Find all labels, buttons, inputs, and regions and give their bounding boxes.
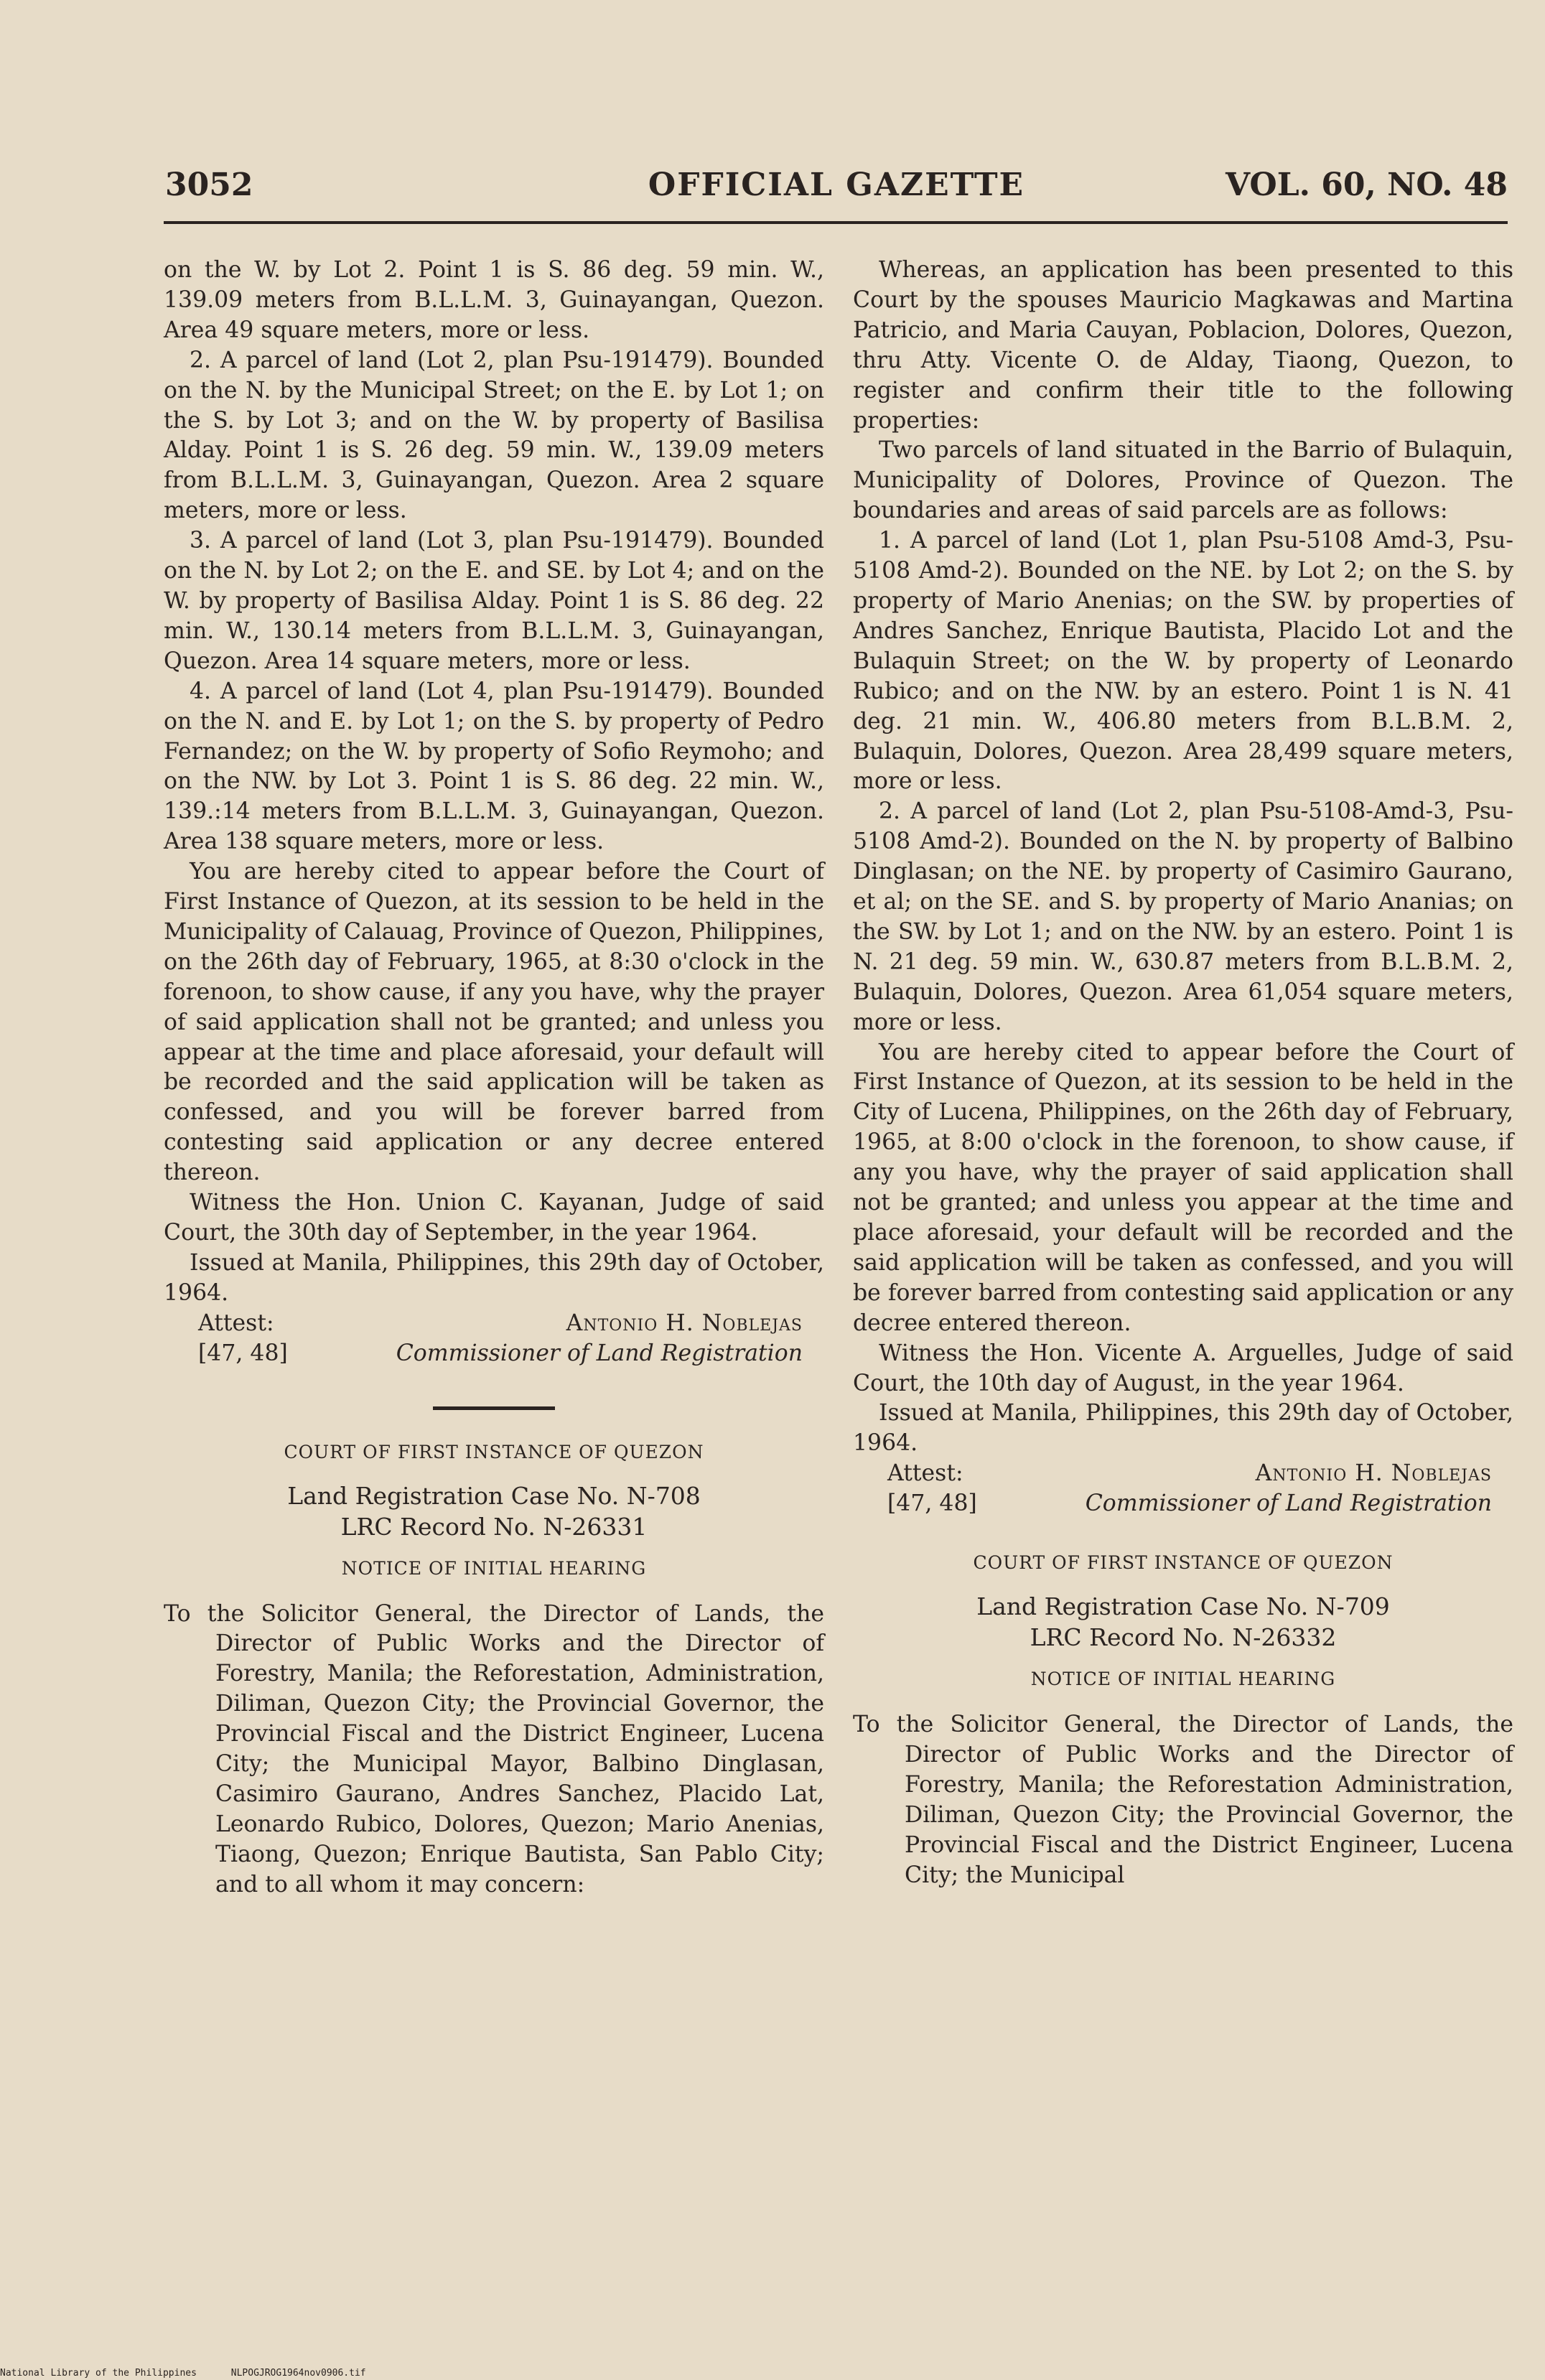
case-block	[853, 1591, 1513, 1653]
publication-title: OFFICIAL GAZETTE	[648, 167, 1025, 203]
issue-reference: [47, 48]	[887, 1490, 977, 1517]
addressees-paragraph: To the Solicitor General, the Director of Lands, the Director of Public Works and the Director of Forestry, Manila; the Reforestation, Administration, Diliman, Quezon City; the Provincial Governor, the Provincial Fiscal and the District Engineer, Lucena City; the Municipal Mayor, Balbino Dinglasan, Casimiro Gaurano, Andres Sanchez, Placido Lat, Leonardo Rubico, Dolores, Quezon; Mario Anenias, Tiaong, Quezon; Enrique Bautista, San Pablo City; and to all whom it may concern:	[164, 1600, 824, 1898]
record-number: LRC Record No. N-26332	[1030, 1623, 1337, 1652]
intro-paragraph: Two parcels of land situated in the Barrio of Bulaquin, Municipality of Dolores, Province of Quezon. The boundaries and areas of said parcels are as follows:	[853, 437, 1513, 524]
parcel-2-paragraph: 2. A parcel of land (Lot 2, plan Psu-191479). Bounded on the N. by the Municipal Street; on the E. by Lot 1; on the S. by Lot 3; and on the W. by property of Basilisa Alday. Point 1 is S. 26 deg. 59 min. W., 139.09 meters from B.L.L.M. 3, Guinayangan, Quezon. Area 2 square meters, more or less.	[164, 347, 824, 524]
attest-label: Attest:	[198, 1310, 274, 1336]
issued-paragraph: Issued at Manila, Philippines, this 29th day of October, 1964.	[164, 1249, 824, 1306]
parcel-4-paragraph: 4. A parcel of land (Lot 4, plan Psu-191479). Bounded on the N. and E. by Lot 1; on the S. by property of Pedro Fernandez; on the W. by property of Sofio Reymoho; and on the NW. by Lot 3. Point 1 is S. 86 deg. 22 min. W., 139.:14 meters from B.L.L.M. 3, Guinayangan, Quezon. Area 138 square meters, more or less.	[164, 678, 824, 855]
witness-paragraph: Witness the Hon. Union C. Kayanan, Judge of said Court, the 30th day of September, in the year 1964.	[164, 1190, 824, 1246]
case-block	[164, 1480, 824, 1542]
scan-filename: NLPOGJROG1964nov0906.tif	[230, 2368, 366, 2379]
issue-reference: [47, 48]	[198, 1340, 288, 1366]
signatory-name: Antonio H. Noblejas	[566, 1310, 803, 1336]
case-number: Land Registration Case No. N-709	[976, 1592, 1390, 1621]
left-column	[164, 256, 824, 1900]
section-divider	[433, 1406, 555, 1410]
signatory-title: Commissioner of Land Registration	[396, 1340, 803, 1366]
header-rule	[164, 221, 1508, 224]
signatory-name: Antonio H. Noblejas	[1255, 1460, 1492, 1487]
library-credit: National Library of the Philippines	[0, 2368, 197, 2379]
parcel-3-paragraph: 3. A parcel of land (Lot 3, plan Psu-191479). Bounded on the N. by Lot 2; on the E. and SE. by Lot 4; and on the W. by property of Basilisa Alday. Point 1 is S. 86 deg. 22 min. W., 130.14 meters from B.L.L.M. 3, Guinayangan, Quezon. Area 14 square meters, more or less.	[164, 528, 824, 674]
volume-number: VOL. 60, NO. 48	[1226, 167, 1508, 203]
attest-label: Attest:	[887, 1460, 963, 1487]
citation-paragraph: You are hereby cited to appear before the Court of First Instance of Quezon, at its session to be held in the City of Lucena, Philippines, on the 26th day of February, 1965, at 8:00 o'clock in the forenoon, to show cause, if any you have, why the prayer of said application shall not be granted; and unless you appear at the time and place aforesaid, your default will be recorded and the said application will be taken as confessed, and you will be forever barred from contesting said application or any decree entered thereon.	[853, 1039, 1513, 1336]
court-heading: COURT OF FIRST INSTANCE OF QUEZON	[973, 1552, 1394, 1574]
continued-paragraph: on the W. by Lot 2. Point 1 is S. 86 deg. 59 min. W., 139.09 meters from B.L.L.M. 3, Guinayangan, Quezon. Area 49 square meters, more or less.	[164, 257, 824, 343]
record-number: LRC Record No. N-26331	[340, 1512, 648, 1541]
citation-paragraph: You are hereby cited to appear before the Court of First Instance of Quezon, at its session to be held in the Municipality of Calauag, Province of Quezon, Philippines, on the 26th day of February, 1965, at 8:30 o'clock in the forenoon, to show cause, if any you have, why the prayer of said application shall not be granted; and unless you appear at the time and place aforesaid, your default will be recorded and the said application will be taken as confessed, and you will be forever barred from contesting said application or any decree entered thereon.	[164, 859, 824, 1186]
right-column	[853, 256, 1513, 1891]
parcel-2-paragraph: 2. A parcel of land (Lot 2, plan Psu-5108-Amd-3, Psu-5108 Amd-2). Bounded on the N. by property of Balbino Dinglasan; on the NE. by property of Casimiro Gaurano, et al; on the SE. and S. by property of Mario Ananias; on the SW. by Lot 1; and on the NW. by an estero. Point 1 is N. 21 deg. 59 min. W., 630.87 meters from B.L.B.M. 2, Bulaquin, Dolores, Quezon. Area 61,054 square meters, more or less.	[853, 798, 1513, 1035]
scan-footer	[0, 2368, 395, 2379]
issued-paragraph: Issued at Manila, Philippines, this 29th day of October, 1964.	[853, 1400, 1513, 1457]
addressees-paragraph: To the Solicitor General, the Director of Lands, the Director of Public Works and the Director of Forestry, Manila; the Reforestation Administration, Diliman, Quezon City; the Provincial Governor, the Provincial Fiscal and the District Engineer, Lucena City; the Municipal	[853, 1712, 1513, 1888]
signature-block	[853, 1459, 1513, 1519]
whereas-paragraph: Whereas, an application has been presented to this Court by the spouses Mauricio Magkawas and Martina Patricio, and Maria Cauyan, Poblacion, Dolores, Quezon, thru Atty. Vicente O. de Alday, Tiaong, Quezon, to register and confirm their title to the following properties:	[853, 257, 1513, 434]
page-number: 3052	[165, 167, 253, 203]
signatory-title: Commissioner of Land Registration	[1085, 1490, 1492, 1517]
case-number: Land Registration Case No. N-708	[287, 1481, 701, 1510]
page-header	[165, 167, 1508, 210]
parcel-1-paragraph: 1. A parcel of land (Lot 1, plan Psu-5108 Amd-3, Psu-5108 Amd-2). Bounded on the NE. by Lot 2; on the S. by property of Mario Anenias; on the SW. by properties of Andres Sanchez, Enrique Bautista, Placido Lot and the Bulaquin Street; on the W. by property of Leonardo Rubico; and on the NW. by an estero. Point 1 is N. 41 deg. 21 min. W., 406.80 meters from B.L.B.M. 2, Bulaquin, Dolores, Quezon. Area 28,499 square meters, more or less.	[853, 528, 1513, 795]
witness-paragraph: Witness the Hon. Vicente A. Arguelles, Judge of said Court, the 10th day of August, in the year 1964.	[853, 1340, 1513, 1396]
notice-heading: NOTICE OF INITIAL HEARING	[341, 1557, 647, 1579]
notice-heading: NOTICE OF INITIAL HEARING	[1030, 1669, 1336, 1690]
signature-block	[164, 1309, 824, 1369]
court-heading: COURT OF FIRST INSTANCE OF QUEZON	[284, 1441, 704, 1462]
